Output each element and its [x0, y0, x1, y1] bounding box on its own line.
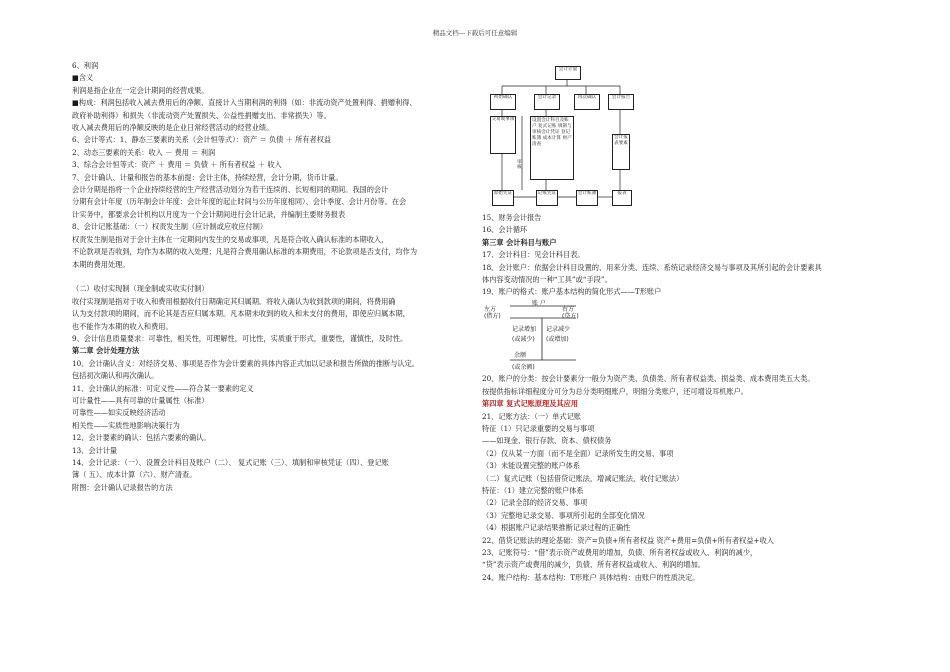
- t-account-diagram: [484, 298, 584, 370]
- text-line: 权责发生制是指对于会计主体在一定期间内发生的交易或事项，凡是符合收入确认标准的本期收入，: [72, 234, 389, 244]
- text-line: 体内容变动情况的一种“工具”或“手段”。: [482, 275, 612, 285]
- t-account-right-2: (或增加): [546, 336, 569, 343]
- text-line: 按提供指标详细程度分可分为总分类明细账户，明细分类账户，还可增设耳机账户。: [482, 386, 748, 396]
- accounting-flow-diagram: [484, 64, 634, 210]
- text-line: ■构成：利润包括收入减去费用后的净额、直接计入当期利润的利得（如：非流动资产处置利得、捐赠利得、: [72, 98, 417, 108]
- diagram-middle-box: 设置会计科目及账户 复式记账 填制与审核会计凭证 登记账簿 成本计算 财产清查: [530, 116, 574, 180]
- text-line: [72, 271, 472, 283]
- text-line: 收付实现制是指对于收入和费用根据收付日期确定其归属期。将收入确认为收到款项的期间，将费用确: [72, 296, 396, 306]
- text-line: 12、会计要素的确认：包括六要素的确认。: [72, 433, 211, 443]
- text-line: 22、借贷记账法的理论基础：资产=负债+所有者权益 资产+费用=负债+所有者权益+收入: [482, 535, 774, 545]
- text-line: 第二章 会计处理方法: [72, 346, 140, 356]
- diagram-bottom-box: 原始凭证: [492, 190, 514, 206]
- diagram-top-box: 会计计量: [555, 66, 581, 80]
- text-line: 可靠性——如实反映经济活动: [72, 408, 166, 418]
- diagram-side-label: 审核: [517, 160, 522, 170]
- text-line: 10、会计确认含义：对经济交易、事项是否作为会计要素的具体内容正式加以记录和报告所做的推断与认定。: [72, 358, 419, 368]
- text-line: 3、综合会计恒等式：资产 ＋ 费用 ＝ 负债 ＋ 所有者权益 ＋ 收入: [72, 160, 282, 170]
- t-account-left-4: (或余额): [512, 364, 535, 371]
- text-line: 16、会计循环: [482, 225, 528, 235]
- text-line: 15、财务会计报告: [482, 213, 542, 222]
- text-line: 20、账户的分类：按会计要素分一般分为资产类、负债类、所有者权益类、损益类、成本费用类五大类。: [482, 374, 815, 384]
- text-line: 附图：会计确认记录报告的方法: [72, 482, 173, 492]
- text-line: （2）记录全部的经济交易、事项: [482, 498, 588, 508]
- text-line: 9、会计信息质量要求：可靠性，相关性，可理解性，可比性，实质重于形式，重要性，谨慎性，及时性。: [72, 333, 408, 343]
- text-line: （二）复式记账（包括借贷记账法，增减记账法，收付记账法）: [482, 473, 684, 483]
- text-line: 包括初次确认和再次确认。: [72, 371, 159, 381]
- text-line: “贷”表示资产或费用的减少，负债、所有者权益或收入、利润的增加。: [482, 560, 705, 570]
- t-account-left-1: 记录增加: [512, 326, 537, 333]
- text-line: 认为支付款项的期间，而不论其是否应归属本期。凡本期未收到的收入和未支付的费用，即使应归属本期，: [72, 309, 410, 319]
- text-line: 13、会计计量: [72, 445, 118, 455]
- t-account-left-2: (或减少): [512, 336, 535, 343]
- t-account-left-3: 余额: [514, 352, 527, 359]
- t-account-title: 账 户: [532, 300, 546, 307]
- diagram-row-box: 再次确认: [574, 94, 600, 110]
- text-line: 特征（1）只记录重要的交易与事项: [482, 423, 595, 433]
- text-line: 会计分期是指将一个企业持续经营的生产经营活动划分为若干连续的、长短相同的期间。我国的会计: [72, 185, 389, 195]
- text-line: 第三章 会计科目与账户: [482, 237, 557, 247]
- text-line: 6、利润: [72, 61, 99, 70]
- diagram-left-box: 交易或事项: [490, 116, 516, 154]
- page-header: 精品文档---下载后可任意编辑: [432, 29, 518, 37]
- text-line: （3）未能设置完整的账户体系: [482, 461, 581, 471]
- text-line: 14、会计记录：（一）、设置会计科目及账户（二）、 复式记账（三）、填制和审核凭证（四）、登记账: [72, 458, 389, 467]
- t-account-left-head: 左方 (借方): [484, 306, 501, 320]
- text-line: 2、动态三要素的关系：收入 － 费用 ＝ 利润: [72, 147, 216, 157]
- text-line: 8、会计记账基础：（一）权责发生制（应计制或应收应付制）: [72, 222, 268, 232]
- text-line: 不论款项是否收到，均作为本期的收入处理；凡是符合费用确认标准的本期费用，不论款项是否支付，均作为: [72, 247, 418, 257]
- left-column: [72, 60, 472, 494]
- text-line: 11、会计确认的标准：可定义性——符合某一要素的定义: [72, 383, 254, 393]
- t-account-right-1: 记录减少: [546, 326, 571, 333]
- text-line: 也不能作为本期的收入和费用。: [72, 321, 173, 331]
- text-line: 6、会计等式：1、静态三要素的关系（会计恒等式）：资产 ＝ 负债 ＋ 所有者权益: [72, 135, 332, 145]
- text-line: ——如现金、银行存款、资本、债权债务: [482, 436, 612, 446]
- text-line: 可计量性——具有可靠的计量属性（标准）: [72, 395, 209, 405]
- text-line: 24、账户结构：基本结构：T形账户 具体结构：由账户的性质决定。: [482, 572, 700, 582]
- text-line: 收入减去费用后的净额反映的是企业日常经营活动的经营业绩。: [72, 123, 274, 133]
- diagram-row-box: 会计报告: [608, 94, 634, 110]
- text-line: 计实务中，都要求会计机构以月度为一个会计期间进行会计记录，并编制主要财务报表: [72, 209, 346, 219]
- text-line: 利润是指企业在一定会计期间的经营成果。: [72, 85, 209, 95]
- text-line: 相关性——实质性地影响决策行为: [72, 420, 180, 430]
- text-line: （二）收付实现制（现金制或实收实付制）: [72, 284, 209, 294]
- text-line: 特征：（1）建立完整的账户体系: [482, 485, 584, 495]
- text-line: 政府补助利得）和损失（非流动资产处置损失、公益性捐赠支出、非常损失）等。: [72, 110, 331, 120]
- text-line: 簿（ 五）、成本计算（六）、财产清查。: [72, 470, 197, 480]
- text-line: 23、记账符号：“借”表示资产或费用的增加，负债、所有者权益或收入、利润的减少，: [482, 547, 758, 557]
- text-line: 21、记账方法：（一）单式记账: [482, 411, 581, 421]
- text-line: （3）完整地记录交易、事项所引起的全部变化情况: [482, 510, 645, 520]
- text-line: 18、会计账户：依据会计科目设置的、用来分类、连续、系统记录经济交易与事项及其所引起的会计要素具: [482, 262, 822, 272]
- text-line: ■含义: [72, 73, 94, 83]
- text-line: （4）根据账户记录结果推断记录过程的正确性: [482, 523, 631, 533]
- text-line: 本期的费用处理。: [72, 259, 130, 269]
- diagram-row-box: 会计记录: [534, 94, 560, 110]
- text-line: 17、会计科目：见会计科目表。: [482, 250, 585, 260]
- t-account-right-head: 右方 (贷方): [562, 306, 579, 320]
- text-line: 19、账户的格式：账户基本结构的简化形式——T形账户: [482, 287, 662, 297]
- right-column: [482, 212, 892, 584]
- text-line: 7、会计确认、计量和报告的基本前提：会计主体，持续经营，会计分期，货币计量。: [72, 172, 343, 182]
- diagram-bottom-box: 报表: [612, 190, 632, 206]
- text-line: 分期有会计年度（历年制会计年度：会计年度的起止时间与公历年度相同）、会计季度、会计月份等。在会: [72, 197, 407, 207]
- diagram-bottom-box: 记账凭证: [536, 190, 558, 206]
- diagram-right-box: 会计报表要素: [612, 134, 630, 170]
- text-line: 第四章 复式记账原理及其应用: [482, 399, 578, 409]
- text-line: （2）仅从某一方面（而不是全面）记录所发生的交易、事项: [482, 448, 674, 458]
- diagram-row-box: 初始确认: [490, 94, 516, 110]
- diagram-bottom-box: 会计账簿: [576, 190, 598, 206]
